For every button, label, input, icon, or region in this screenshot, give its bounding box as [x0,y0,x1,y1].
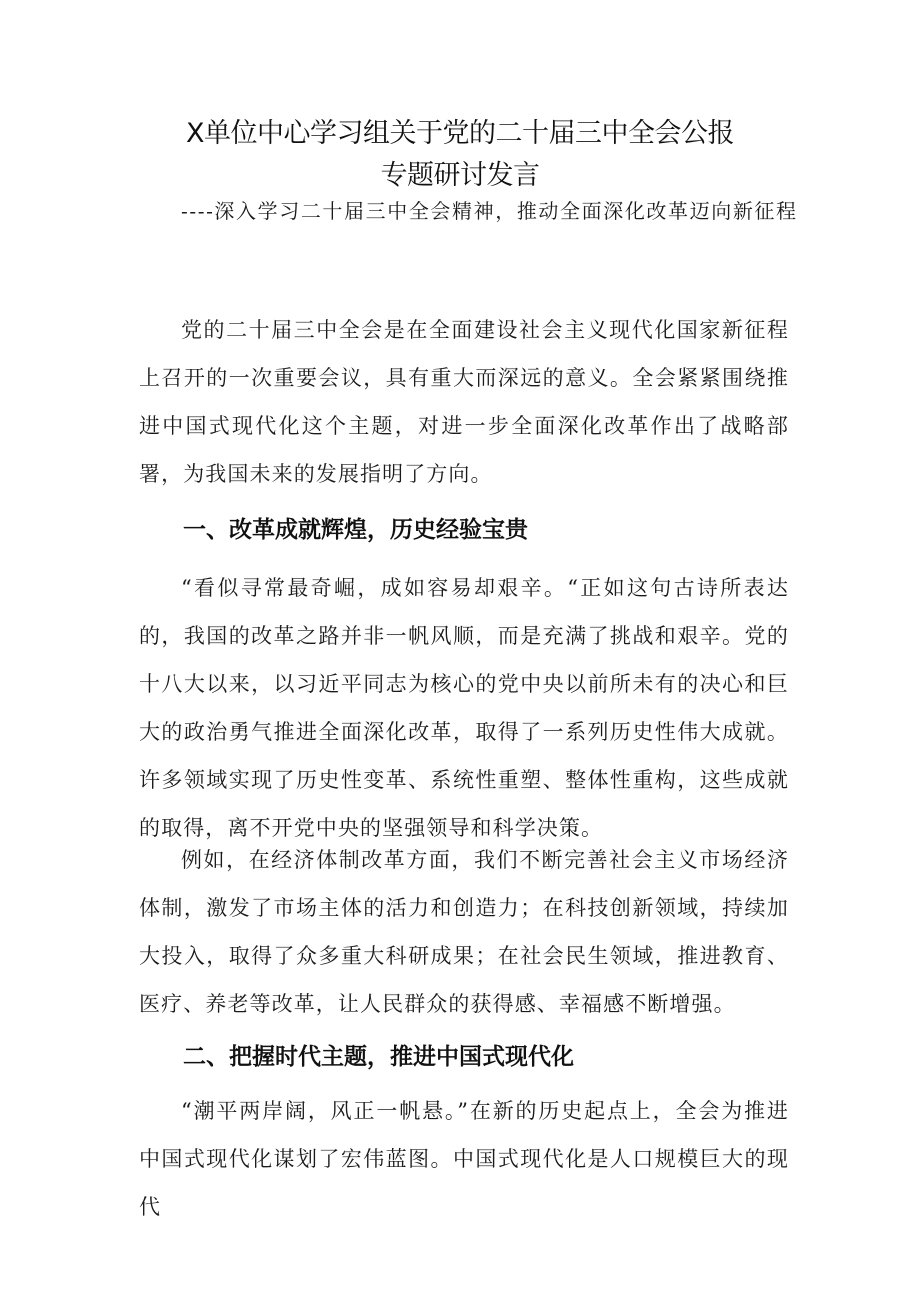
paragraph-reform-achievements: “看似寻常最奇崛，成如容易却艰辛。“正如这句古诗所表达的，我国的改革之路并非一帆风顺，而是充满了挑战和艰辛。党的十八大以来，以习近平同志为核心的党中央以前所未有的决心和巨大的政治勇气推进全面深化改革，取得了一系列历史性伟大成就。许多领域实现了历史性变革、系统性重塑、整体性重构，这些成就的取得，离不开党中央的坚强领导和科学决策。 [139,576,789,840]
paragraph-reform-examples: 例如，在经济体制改革方面，我们不断完善社会主义市场经济体制，激发了市场主体的活力和创造力；在科技创新领域，持续加大投入，取得了众多重大科研成果；在社会民生领域，推进教育、医疗、养老等改革，让人民群众的获得感、幸福感不断增强。 [139,848,789,1016]
section-heading-2: 二、把握时代主题，推进中国式现代化 [183,1044,574,1070]
section-heading-1: 一、改革成就辉煌，历史经验宝贵 [183,517,528,543]
document-title-line-2: 专题研讨发言 [380,160,540,191]
document-title-line-1: X单位中心学习组关于党的二十届三中全会公报 [186,118,734,149]
paragraph-modernization: “潮平两岸阔，风正一帆悬。”在新的历史起点上，全会为推进中国式现代化谋划了宏伟蓝图。中国式现代化是人口规模巨大的现代 [139,1099,789,1219]
paragraph-intro: 党的二十届三中全会是在全面建设社会主义现代化国家新征程上召开的一次重要会议，具有重大而深远的意义。全会紧紧围绕推进中国式现代化这个主题，对进一步全面深化改革作出了战略部署，为我国未来的发展指明了方向。 [139,318,789,486]
document-subtitle: ----深入学习二十届三中全会精神，推动全面深化改革迈向新征程 [181,199,798,223]
